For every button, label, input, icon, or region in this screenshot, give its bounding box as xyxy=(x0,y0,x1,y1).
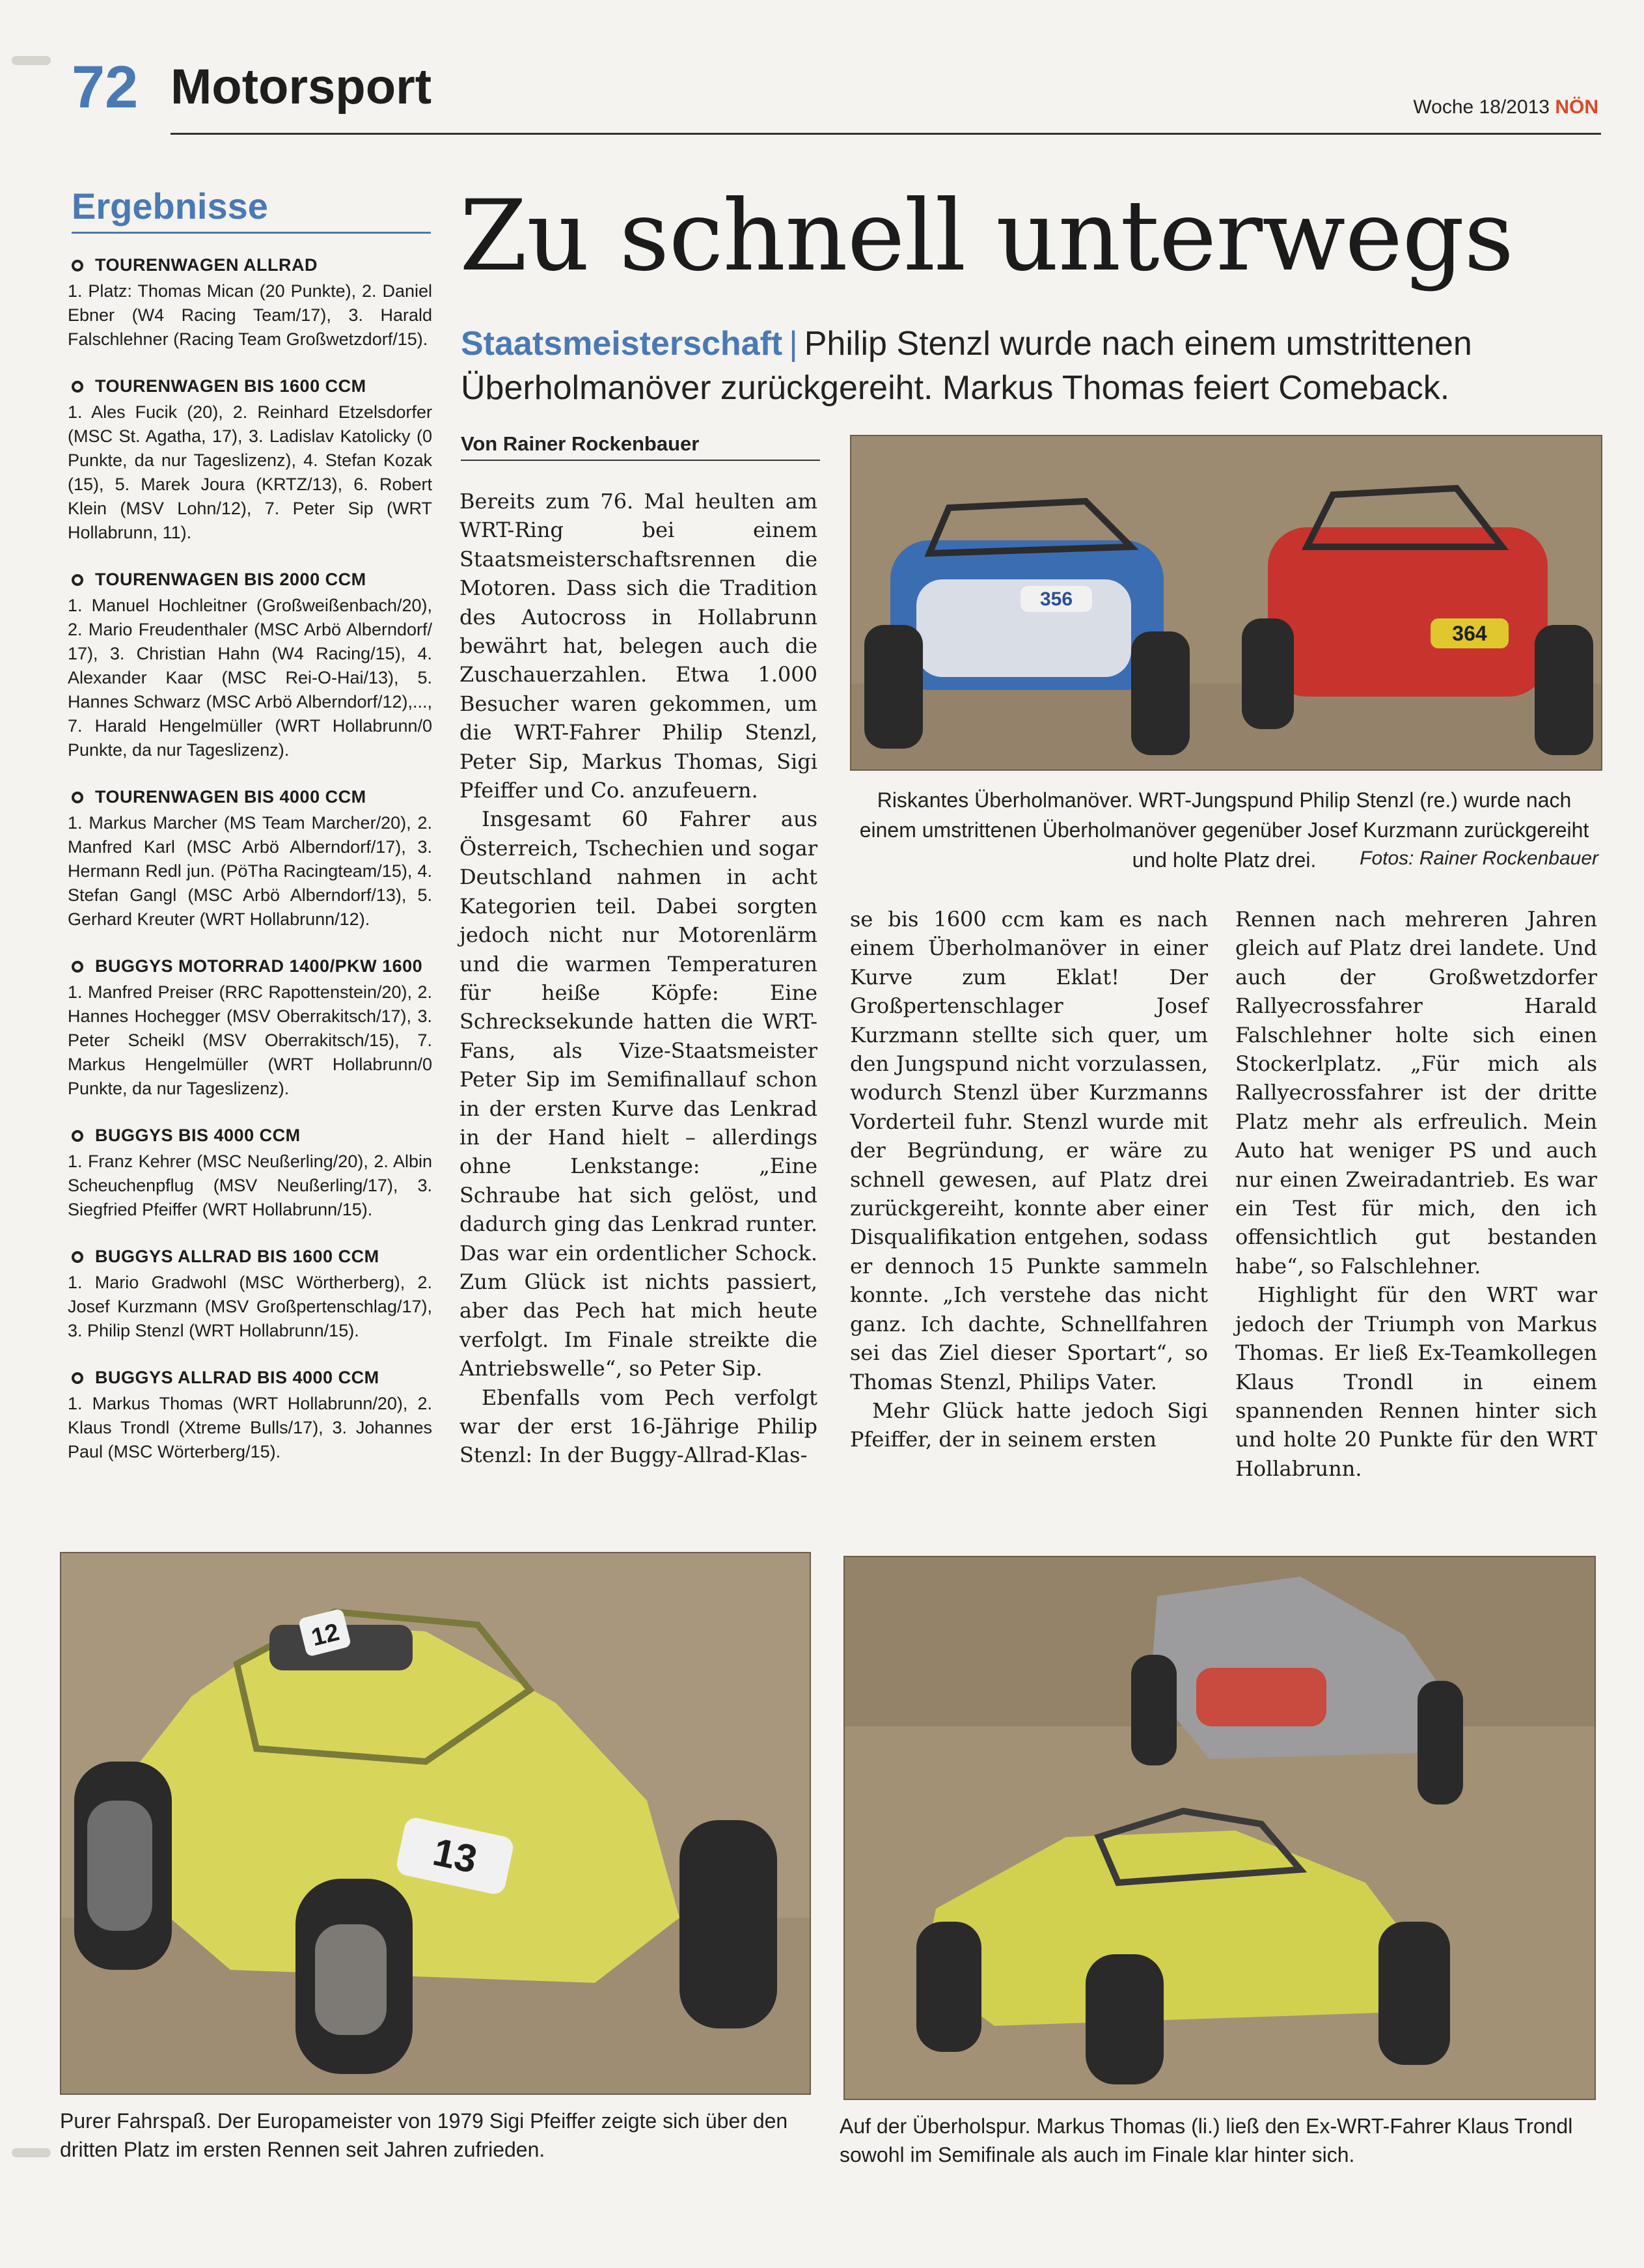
result-category-heading xyxy=(68,1247,432,1267)
result-heading-text: TOURENWAGEN BIS 1600 CCM xyxy=(95,376,366,396)
result-heading-text: BUGGYS ALLRAD BIS 4000 CCM xyxy=(95,1368,379,1387)
result-category-heading xyxy=(68,255,432,275)
roof-number-12: 12 xyxy=(308,1618,342,1652)
circle-bullet-icon xyxy=(72,574,83,586)
page-number: 72 xyxy=(72,54,139,120)
car-number-13: 13 xyxy=(429,1829,481,1882)
section-title: Motorsport xyxy=(171,59,432,115)
punch-hole-mark xyxy=(12,2148,51,2157)
byline: Von Rainer Rockenbauer xyxy=(461,432,700,455)
results-title: Ergebnisse xyxy=(72,186,268,227)
photo-caption-bottom-right: Auf der Überholspur. Markus Thomas (li.) ließ den Ex-WRT-Fahrer Klaus Trondl sowohl im Semifinale als auch im Finale klar hinter sich. xyxy=(840,2114,1573,2166)
results-list xyxy=(68,255,432,1489)
article-column-2 xyxy=(850,905,1208,1454)
paragraph: Insgesamt 60 Fahrer aus Österreich, Tschechien und sogar Deutschland nahmen in acht Kategorien teil. Dabei sorgten jedoch nicht nur Motorenlärm und die warmen Temperaturen für heiße Köpfe: Eine Schrecksekunde hatten die WRT-Fans, als Vize-Staatsmeister Peter Sip im Semifinallauf schon in der ersten Kurve das Lenkrad in der Hand hielt – allerdings ohne Lenkstange: „Eine Schraube hat sich gelöst, und dadurch ging das Lenkrad runter. Das war ein ordentlicher Schock. Zum Glück ist nichts passiert, aber das Pech hat mich heute verfolgt. Im Finale streikte die Antriebswelle“, so Peter Sip. xyxy=(459,807,817,1381)
result-standings: 1. Manuel Hochleitner (Großweißenbach/20), 2. Mario Freudenthaler (MSC Arbö Alberndorf/ 17), 3. Christian Hahn (W4 Racing/15), 4. Alexander Kaar (MSC Rei-O-Hai/13), 5. Hannes Schwarz (MSC Arbö Alberndorf/12),..., 7. Harald Hengelmüller (WRT Hollabrunn/0 Punkte, da nur Tageslizenz). xyxy=(68,596,432,760)
circle-bullet-icon xyxy=(72,1130,83,1142)
car-number-356: 356 xyxy=(1039,588,1073,610)
result-heading-text: BUGGYS BIS 4000 CCM xyxy=(95,1126,301,1145)
result-category xyxy=(68,570,432,762)
circle-bullet-icon xyxy=(72,1372,83,1384)
result-category-heading xyxy=(68,1126,432,1146)
paragraph: Mehr Glück hatte jedoch Sigi Pfeiffer, der in seinem ersten xyxy=(850,1398,1208,1452)
photo-illustration xyxy=(845,1557,1595,2099)
result-category-heading xyxy=(68,1368,432,1388)
circle-bullet-icon xyxy=(72,1251,83,1263)
paragraph: Rennen nach mehreren Jahren gleich auf Platz drei landete. Und auch der Großwetzdorfer Rallyecrossfahrer Harald Falschlehner holte sich einen Stockerlplatz. „Für mich als Rallyecrossfahrer ist der dritte Platz mehr als erfreulich. Mein Auto hat weniger PS und auch nur einen Zweiradantrieb. Es war ein Test für mich, den ich offensichtlich gut bestanden habe“, so Falschlehner. xyxy=(1235,907,1597,1279)
punch-hole-mark xyxy=(12,56,51,65)
circle-bullet-icon xyxy=(72,260,83,271)
paragraph: se bis 1600 ccm kam es nach einem Überholmanöver in einer Kurve zum Eklat! Der Großpertenschlager Josef Kurzmann stellte sich quer, um den Jungspund nicht vorzulassen, wodurch Stenzl über Kurzmanns Vorderteil fuhr. Stenzl wurde mit der Begründung, er wäre zu schnell gewesen, auf Platz drei zurückgereiht, konnte aber einer Disqualifikation entgehen, sodass er dennoch 15 Punkte sammeln konnte. „Ich verstehe das nicht ganz. Ich dachte, Schnellfahren sei das Ziel dieser Sportart“, so Thomas Stenzl, Philips Vater. xyxy=(850,907,1208,1394)
photo-illustration xyxy=(61,1553,810,2094)
result-category-heading xyxy=(68,376,432,396)
result-heading-text: BUGGYS ALLRAD BIS 1600 CCM xyxy=(95,1247,379,1266)
article-column-1 xyxy=(459,487,817,1470)
result-heading-text: TOURENWAGEN BIS 4000 CCM xyxy=(95,787,366,807)
result-standings: 1. Mario Gradwohl (MSC Wörtherberg), 2. Josef Kurzmann (MSV Großpertenschlag/17), 3. Philip Stenzl (WRT Hollabrunn/15). xyxy=(68,1273,432,1340)
result-category xyxy=(68,956,432,1101)
photo-two-buggies xyxy=(843,1556,1596,2100)
paragraph: Bereits zum 76. Mal heulten am WRT-Ring bei einem Staatsmeisterschaftsrennen die Motoren. Dass sich die Tradition des Autocross in Hollabrunn bewährt hat, belegen auch die Zuschauerzahlen. Etwa 1.000 Besucher waren gekommen, um die WRT-Fahrer Philip Stenzl, Peter Sip, Markus Thomas, Sigi Pfeiffer und Co. anzufeuern. xyxy=(459,489,817,803)
car-number-364: 364 xyxy=(1452,622,1487,645)
photo-overtaking-buggies xyxy=(850,435,1602,771)
result-category-heading xyxy=(68,956,432,976)
result-heading-text: TOURENWAGEN ALLRAD xyxy=(95,255,318,275)
result-category xyxy=(68,1247,432,1343)
result-heading-text: BUGGYS MOTORRAD 1400/PKW 1600 xyxy=(95,956,423,976)
result-category xyxy=(68,376,432,545)
photo-credit: Fotos: Rainer Rockenbauer xyxy=(1360,848,1598,869)
photo-caption-top: Riskantes Überholmanöver. WRT-Jungspund Philip Stenzl (re.) wurde nach einem umstrittenen Überholmanöver gegenüber Josef Kurzmann zurückgereiht und holte Platz drei. xyxy=(859,788,1589,872)
circle-bullet-icon xyxy=(72,961,83,973)
result-standings: 1. Manfred Preiser (RRC Rapottenstein/20), 2. Hannes Hochegger (MSV Oberrakitsch/17), 3. Peter Scheikl (MSV Oberrakitsch/15), 7. Markus Hengelmüller (WRT Hollabrunn/0 Punkte, da nur Tageslizenz). xyxy=(68,982,432,1098)
result-standings: 1. Platz: Thomas Mican (20 Punkte), 2. Daniel Ebner (W4 Racing Team/17), 3. Harald Falschlehner (Racing Team Großwetzdorf/15). xyxy=(68,281,432,349)
result-category xyxy=(68,787,432,932)
deck-text: Philip Stenzl wurde nach einem umstrittenen Überholmanöver zurückgereiht. Markus Thomas feiert Comeback. xyxy=(461,325,1472,407)
kicker-separator: | xyxy=(789,325,798,363)
issue-info xyxy=(1413,96,1598,118)
result-category xyxy=(68,1126,432,1222)
result-standings: 1. Franz Kehrer (MSC Neußerling/20), 2. Albin Scheuchenpflug (MSV Neußerling/17), 3. Siegfried Pfeiffer (WRT Hollabrunn/15). xyxy=(68,1152,432,1219)
paragraph: Highlight für den WRT war jedoch der Triumph von Markus Thomas. Er ließ Ex-Teamkollegen Klaus Trondl in einem spannenden Rennen hinter sich und holte 20 Punkte für den WRT Hollabrunn. xyxy=(1235,1282,1597,1481)
result-category xyxy=(68,1368,432,1464)
result-category xyxy=(68,255,432,352)
result-category-heading xyxy=(68,787,432,807)
results-rule xyxy=(72,232,431,234)
byline-rule xyxy=(461,460,820,461)
article-column-3 xyxy=(1235,905,1597,1483)
circle-bullet-icon xyxy=(72,792,83,803)
result-standings: 1. Ales Fucik (20), 2. Reinhard Etzelsdorfer (MSC St. Agatha, 17), 3. Ladislav Katolicky (0 Punkte, da nur Tageslizenz), 4. Stefan Kozak (15), 5. Marek Joura (KRTZ/13), 6. Robert Klein (MSV Lohn/12), 7. Peter Sip (WRT Hollabrunn, 11). xyxy=(68,402,432,542)
photo-caption-bottom-left: Purer Fahrspaß. Der Europameister von 1979 Sigi Pfeiffer zeigte sich über den dritten Platz im ersten Rennen seit Jahren zufrieden. xyxy=(60,2109,788,2161)
result-heading-text: TOURENWAGEN BIS 2000 CCM xyxy=(95,570,366,589)
paragraph: Ebenfalls vom Pech verfolgt war der erst 16-Jährige Philip Stenzl: In der Buggy-Allrad-Klas- xyxy=(459,1385,817,1468)
brand-logo: NÖN xyxy=(1555,96,1598,118)
circle-bullet-icon xyxy=(72,381,83,393)
header-rule xyxy=(171,133,1601,135)
article-deck xyxy=(461,322,1619,410)
result-standings: 1. Markus Marcher (MS Team Marcher/20), 2. Manfred Karl (MSC Arbö Alberndorf/17), 3. Hermann Redl jun. (PöTha Racingteam/15), 4. Stefan Gangl (MSC Arbö Alberndorf/13), 5. Gerhard Kreuter (WRT Hollabrunn/12). xyxy=(68,813,432,929)
result-standings: 1. Markus Thomas (WRT Hollabrunn/20), 2. Klaus Trondl (Xtreme Bulls/17), 3. Johannes Paul (MSC Wörterberg/15). xyxy=(68,1394,432,1461)
photo-yellow-buggy-13 xyxy=(60,1552,811,2095)
photo-illustration xyxy=(851,436,1601,769)
article-kicker: Staatsmeisterschaft xyxy=(461,325,783,363)
issue-week: Woche 18/2013 xyxy=(1413,96,1550,118)
result-category-heading xyxy=(68,570,432,590)
article-headline: Zu schnell unterwegs xyxy=(459,180,1514,293)
